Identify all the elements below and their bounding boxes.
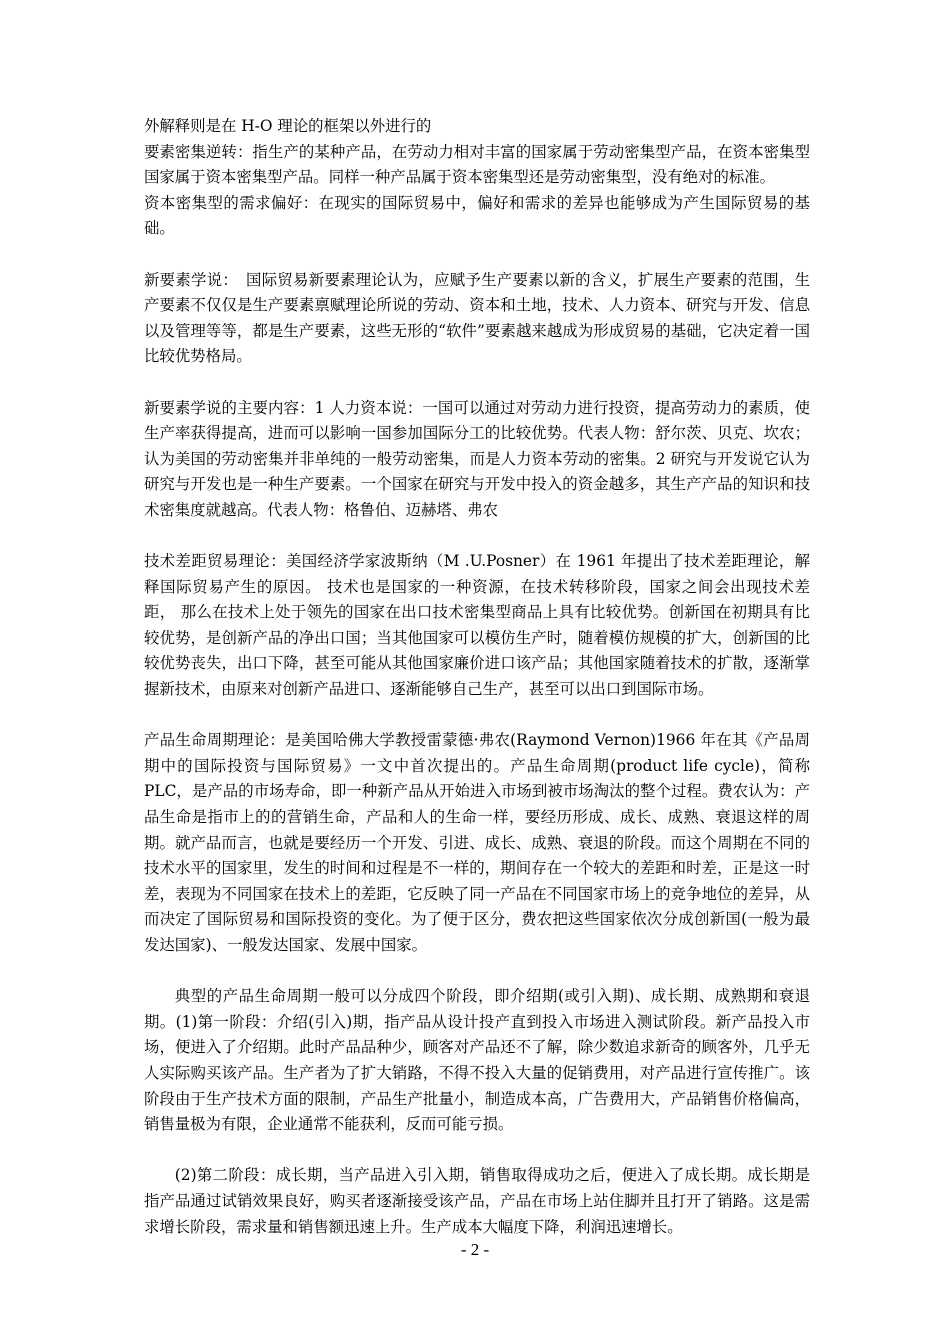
paragraph-technology-gap: 技术差距贸易理论：美国经济学家波斯纳（M .U.Posner）在 1961 年提出了技术差距理论，解释国际贸易产生的原因。 技术也是国家的一种资源，在技术转移阶段，国家之间会出现技术差距， 那么在技术上处于领先的国家在出口技术密集型商品上具有比较优势。创新国在初期具有比较优势，是创新产品的净出口国；当其他国家可以模仿生产时，随着模仿规模的扩大，创新国的比较优势丧失，出口下降，甚至可能从其他国家廉价进口该产品；其他国家随着技术的扩散，逐渐掌握新技术，由原来对创新产品进口、逐渐能够自己生产，甚至可以出口到国际市场。 <box>144 552 810 699</box>
paragraph-factor-intensity-reversal: 要素密集逆转：指生产的某种产品，在劳动力相对丰富的国家属于劳动密集型产品，在资本密集型国家属于资本密集型产品。同样一种产品属于资本密集型还是劳动密集型，没有绝对的标准。 <box>144 142 810 187</box>
page-number: - 2 - <box>460 1240 490 1259</box>
document-body <box>144 114 810 1240</box>
paragraph-product-life-cycle: 产品生命周期理论：是美国哈佛大学教授雷蒙德·弗农(Raymond Vernon)1966 年在其《产品周期中的国际投资与国际贸易》一文中首次提出的。产品生命周期(product life cycle)，简称 PLC，是产品的市场寿命，即一种新产品从开始进入市场到被市场淘汰的整个过程。费农认为：产品生命是指市上的的营销生命，产品和人的生命一样，要经历形成、成长、成熟、衰退这样的周期。就产品而言，也就是要经历一个开发、引进、成长、成熟、衰退的阶段。而这个周期在不同的技术水平的国家里，发生的时间和过程是不一样的，期间存在一个较大的差距和时差，正是这一时差，表现为不同国家在技术上的差距，它反映了同一产品在不同国家市场上的竞争地位的差异，从而决定了国际贸易和国际投资的变化。为了便于区分，费农把这些国家依次分成创新国(一般为最发达国家)、一般发达国家、发展中国家。 <box>144 731 810 954</box>
paragraph-new-factor-content: 新要素学说的主要内容：1 人力资本说：一国可以通过对劳动力进行投资，提高劳动力的素质，使生产率获得提高，进而可以影响一国参加国际分工的比较优势。代表人物：舒尔茨、贝克、坎农；认为美国的劳动密集并非单纯的一般劳动密集，而是人力资本劳动的密集。2 研究与开发说它认为研究与开发也是一种生产要素。一个国家在研究与开发中投入的资金越多，其生产产品的知识和技术密集度就越高。代表人物：格鲁伯、迈赫塔、弗农 <box>144 398 810 519</box>
paragraph-he-outside: 外解释则是在 H-O 理论的框架以外进行的 <box>144 117 432 135</box>
paragraph-new-factor-theory: 新要素学说： 国际贸易新要素理论认为，应赋予生产要素以新的含义，扩展生产要素的范围，生产要素不仅仅是生产要素禀赋理论所说的劳动、资本和土地，技术、人力资本、研究与开发、信息以及管理等等，都是生产要素，这些无形的“软件”要素越来越成为形成贸易的基础，它决定着一国比较优势格局。 <box>144 270 810 366</box>
paragraph-four-stages: 典型的产品生命周期一般可以分成四个阶段，即介绍期(或引入期)、成长期、成熟期和衰退期。(1)第一阶段：介绍(引入)期，指产品从设计投产直到投入市场进入测试阶段。新产品投入市场，便进入了介绍期。此时产品品种少，顾客对产品还不了解，除少数追求新奇的顾客外，几乎无人实际购买该产品。生产者为了扩大销路，不得不投入大量的促销费用，对产品进行宣传推广。该阶段由于生产技术方面的限制，产品生产批量小，制造成本高，广告费用大，产品销售价格偏高，销售量极为有限，企业通常不能获利，反而可能亏损。 <box>144 987 810 1134</box>
paragraph-growth-stage: (2)第二阶段：成长期，当产品进入引入期，销售取得成功之后，便进入了成长期。成长期是指产品通过试销效果良好，购买者逐渐接受该产品，产品在市场上站住脚并且打开了销路。这是需求增长阶段，需求量和销售额迅速上升。生产成本大幅度下降，利润迅速增长。 <box>144 1166 810 1236</box>
paragraph-demand-preference: 资本密集型的需求偏好：在现实的国际贸易中，偏好和需求的差异也能够成为产生国际贸易的基础。 <box>144 193 810 238</box>
